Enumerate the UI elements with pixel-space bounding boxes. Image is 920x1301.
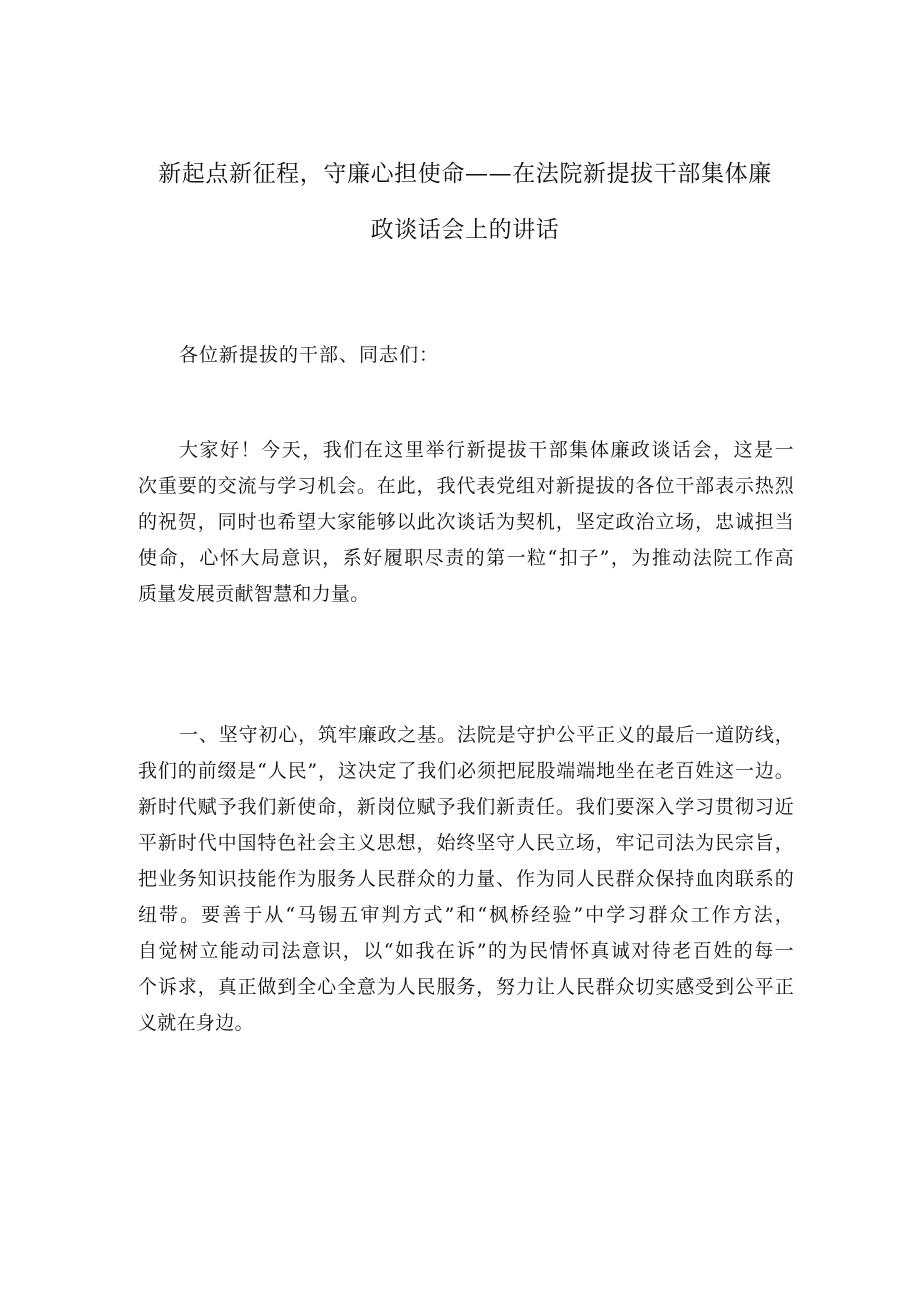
paragraph-line: 平新时代中国特色社会主义思想，始终坚守人民立场，牢记司法为民宗旨， <box>138 832 794 854</box>
paragraph-line: 次重要的交流与学习机会。在此，我代表党组对新提拔的各位干部表示热烈 <box>138 475 794 497</box>
paragraph-line: 义就在身边。 <box>138 1012 254 1034</box>
paragraph-line: 质量发展贡献智慧和力量。 <box>138 583 370 605</box>
paragraph-line: 自觉树立能动司法意识，以“如我在诉”的为民情怀真诚对待老百姓的每一 <box>138 940 794 962</box>
paragraph-line: 新时代赋予我们新使命，新岗位赋予我们新责任。我们要深入学习贯彻习近 <box>138 796 794 818</box>
paragraph-line: 把业务知识技能作为服务人民群众的力量、作为同人民群众保持血肉联系的 <box>138 868 794 890</box>
paragraph-section-one <box>138 717 794 1041</box>
paragraph-line: 的祝贺，同时也希望大家能够以此次谈话为契机，坚定政治立场，忠诚担当 <box>138 511 794 533</box>
paragraph-line: 大家好！今天，我们在这里举行新提拔干部集体廉政谈话会，这是一 <box>179 439 794 461</box>
paragraph-line: 我们的前缀是“人民”，这决定了我们必须把屁股端端地坐在老百姓这一边。 <box>138 760 794 782</box>
title-line: 政谈话会上的讲话 <box>370 217 560 243</box>
document-title <box>120 146 810 258</box>
title-line: 新起点新征程，守廉心担使命——在法院新提拔干部集体廉 <box>158 161 772 187</box>
paragraph-line: 纽带。要善于从“马锡五审判方式”和“枫桥经验”中学习群众工作方法， <box>138 904 794 926</box>
greeting: 各位新提拔的干部、同志们： <box>179 344 440 366</box>
paragraph-line: 使命，心怀大局意识，系好履职尽责的第一粒“扣子”，为推动法院工作高 <box>138 547 794 569</box>
paragraph-welcome <box>138 432 794 612</box>
paragraph-line: 一、坚守初心，筑牢廉政之基。法院是守护公平正义的最后一道防线， <box>179 724 794 746</box>
paragraph-line: 个诉求，真正做到全心全意为人民服务，努力让人民群众切实感受到公平正 <box>138 976 794 998</box>
